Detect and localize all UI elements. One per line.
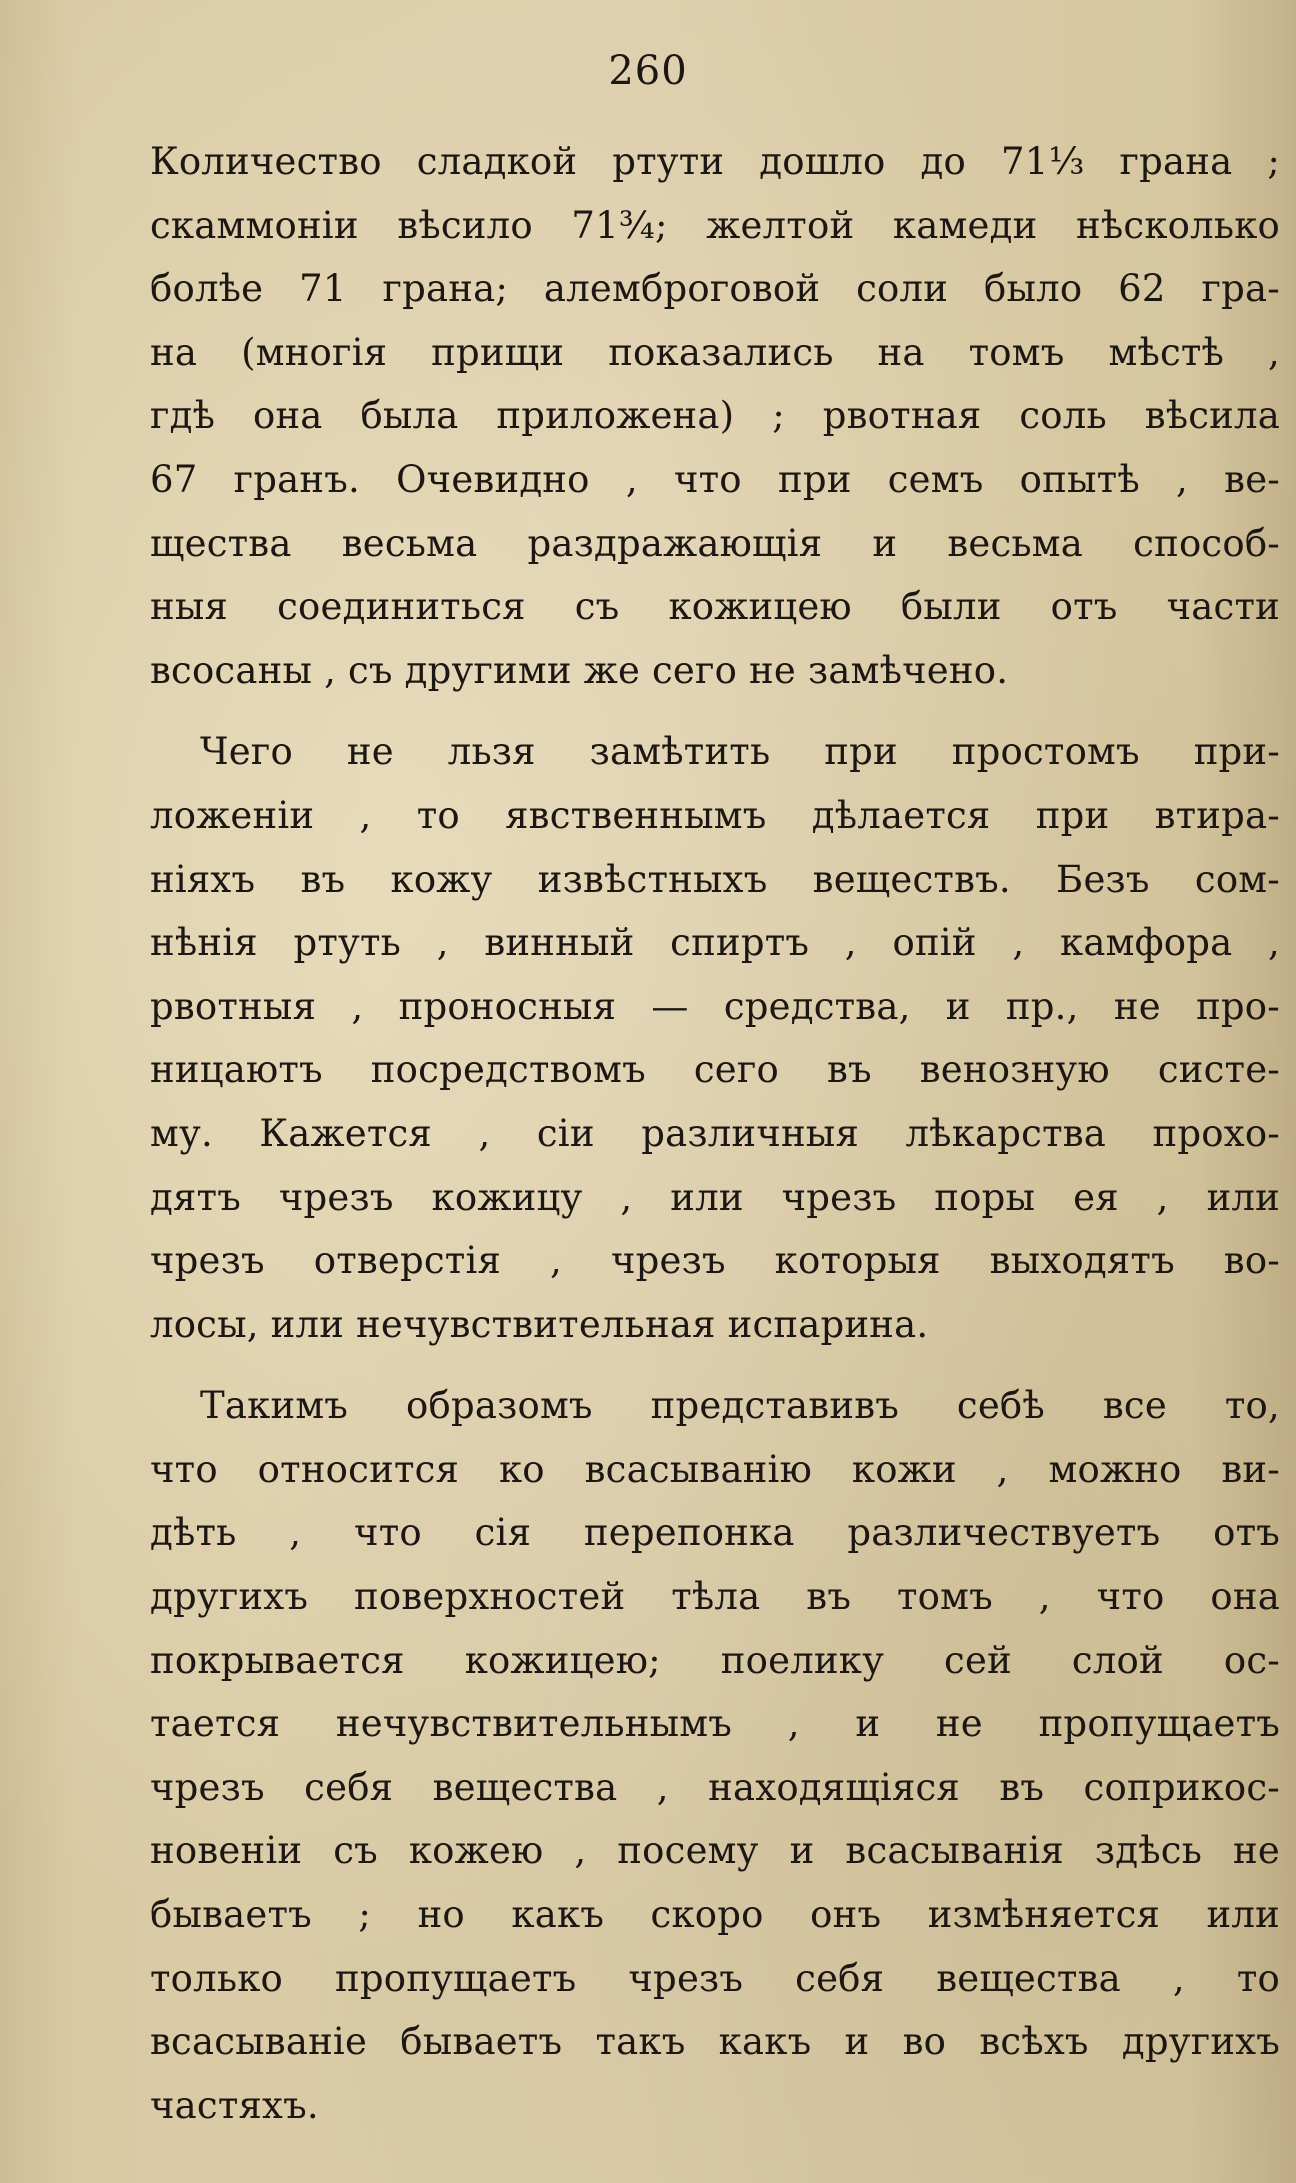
text-line: всосаны , съ другими же сего не замѣчено.	[150, 648, 1009, 692]
text-line: частяхъ.	[150, 2083, 319, 2127]
text-line: всасываніе бываетъ такъ какъ и во всѣхъ другихъ	[150, 2020, 1280, 2064]
paragraph-3	[150, 1374, 1280, 2137]
text-line: ложеніи , то явственнымъ дѣлается при втира-	[150, 793, 1280, 837]
body-text	[150, 130, 1280, 2137]
text-line: на (многія прищи показались на томъ мѣстѣ ,	[150, 330, 1280, 374]
text-line: скаммоніи вѣсило 71¾; желтой камеди нѣсколько	[150, 203, 1280, 247]
text-line: что относится ко всасыванію кожи , можно ви-	[150, 1447, 1280, 1491]
paragraph-1	[150, 130, 1280, 702]
text-line: дѣть , что сія перепонка различествуетъ отъ	[150, 1511, 1280, 1555]
text-line: другихъ поверхностей тѣла въ томъ , что она	[150, 1575, 1280, 1619]
text-line: ницаютъ посредствомъ сего въ венозную систе-	[150, 1048, 1280, 1092]
text-line: болѣе 71 грана; алемброговой соли было 62 гра-	[150, 267, 1280, 311]
text-line: бываетъ ; но какъ скоро онъ измѣняется или	[150, 1893, 1280, 1937]
page-number: 260	[608, 48, 688, 94]
text-line: Количество сладкой ртути дошло до 71⅓ грана ;	[150, 140, 1280, 183]
paragraph-gap	[150, 1356, 1280, 1374]
text-line: дятъ чрезъ кожицу , или чрезъ поры ея , или	[150, 1175, 1280, 1219]
text-line: ныя соединиться съ кожицею были отъ части	[150, 585, 1280, 629]
paragraph-gap	[150, 702, 1280, 720]
text-line: новеніи съ кожею , посему и всасыванія здѣсь не	[150, 1829, 1280, 1873]
text-line: гдѣ она была приложена) ; рвотная соль вѣсила	[150, 394, 1280, 438]
text-line: Такимъ образомъ представивъ себѣ все то,	[200, 1384, 1280, 1428]
text-line: щества весьма раздражающія и весьма способ-	[150, 521, 1280, 565]
text-line: чрезъ отверстія , чрезъ которыя выходятъ во-	[150, 1239, 1280, 1283]
text-line: нѣнія ртуть , винный спиртъ , опій , камфора ,	[150, 921, 1280, 965]
text-line: Чего не льзя замѣтить при простомъ при-	[200, 730, 1280, 774]
text-line: чрезъ себя вещества , находящіяся въ соприкос-	[150, 1765, 1280, 1809]
text-line: му. Кажется , сіи различныя лѣкарства прохо-	[150, 1111, 1280, 1155]
paragraph-2	[150, 720, 1280, 1356]
text-line: ніяхъ въ кожу извѣстныхъ веществъ. Безъ сом-	[150, 857, 1280, 901]
text-line: 67 гранъ. Очевидно , что при семъ опытѣ , ве-	[150, 457, 1280, 501]
text-line: покрывается кожицею; поелику сей слой ос-	[150, 1638, 1280, 1682]
text-line: тается нечувствительнымъ , и не пропущаетъ	[150, 1702, 1280, 1746]
text-line: только пропущаетъ чрезъ себя вещества , то	[150, 1956, 1280, 2000]
text-line: рвотныя , проносныя — средства, и пр., не про-	[150, 984, 1280, 1028]
text-line: лосы, или нечувствительная испарина.	[150, 1302, 929, 1346]
